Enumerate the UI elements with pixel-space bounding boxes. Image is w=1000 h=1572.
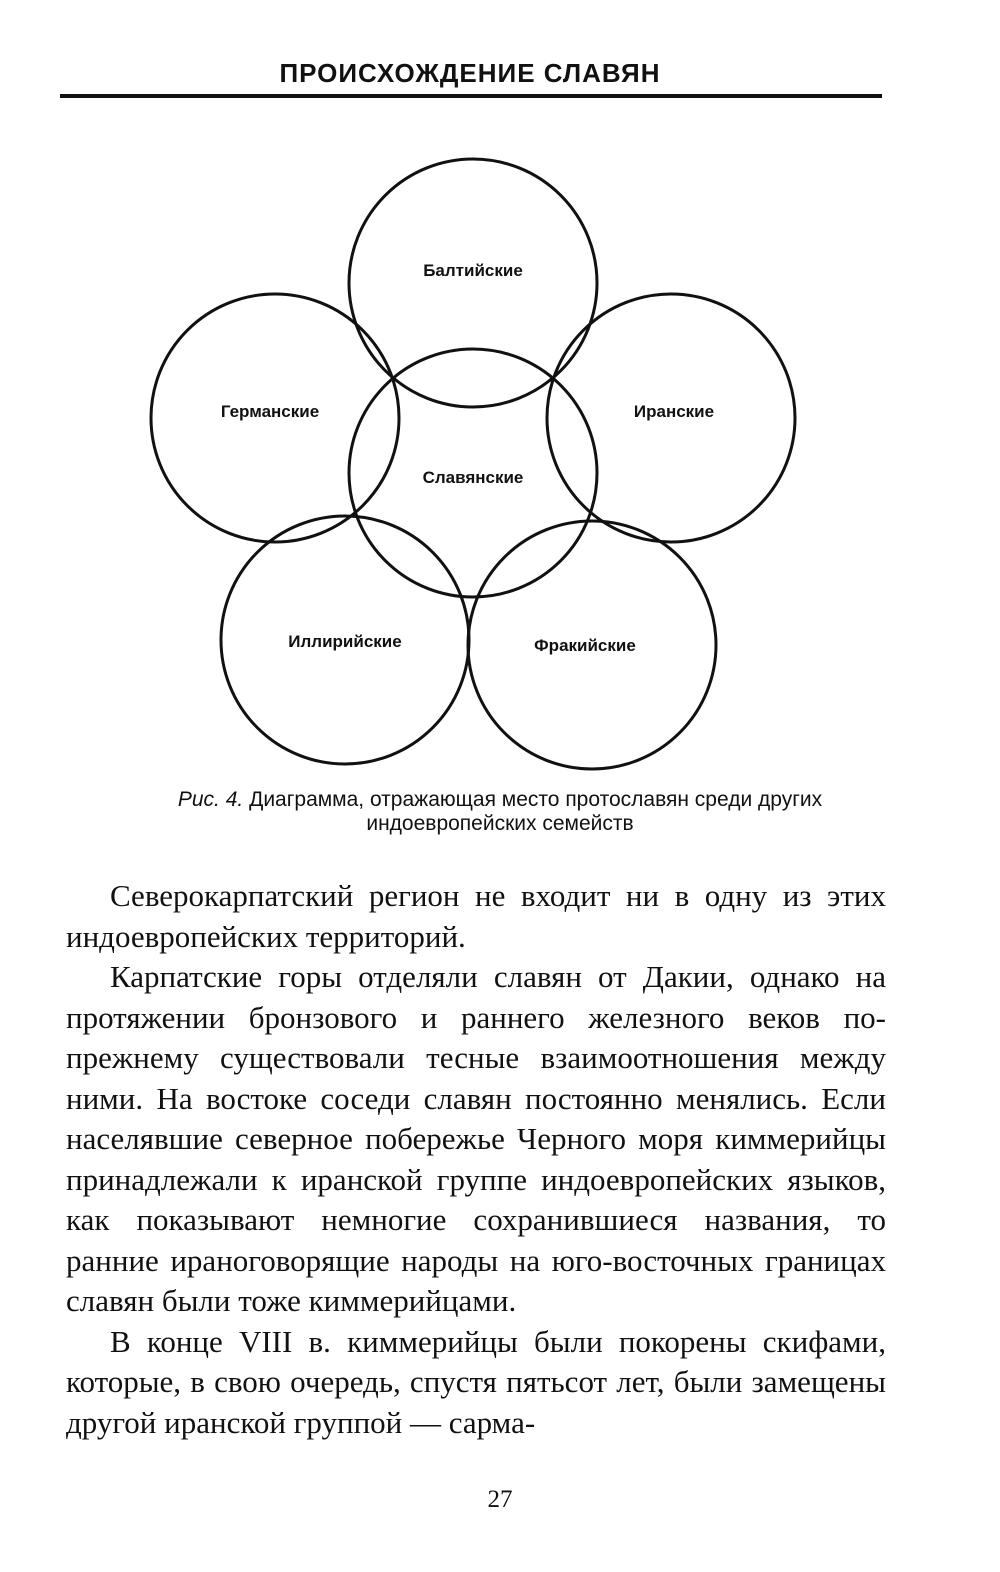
paragraph-1: Северокарпатский регион не входит ни в одну из этих индоевропейских территорий. <box>66 878 886 954</box>
running-title: ПРОИСХОЖДЕНИЕ СЛАВЯН <box>279 58 661 88</box>
label-baltic: Балтийские <box>423 261 523 280</box>
page-number: 27 <box>487 1486 513 1513</box>
label-slavic: Славянские <box>422 468 524 487</box>
paragraph-2: Карпатские горы отделяли славян от Дакии, однако на протяжении бронзового и раннего железного веков по-прежнему существовали тесные взаимоотношения между ними. На востоке соседи славян постоянно менялись. Если населявшие северное побережье Черного моря киммерийцы принадлежали к иранской группе индоевропейских языков, как показывают немногие сохранившиеся названия, то ранние ираноговорящие народы на юго-восточных границах славян были тоже киммерийцами. <box>66 959 886 1318</box>
figure-caption <box>60 788 940 836</box>
figure-label: Рис. 4. <box>177 788 244 811</box>
body-text <box>66 876 886 1443</box>
label-iranian: Иранские <box>633 402 715 421</box>
label-illyrian: Иллирийские <box>288 632 402 651</box>
label-thracian: Фракийские <box>534 636 636 655</box>
caption-line-1 <box>60 788 940 812</box>
paragraph-3: В конце VIII в. киммерийцы были покорены скифами, которые, в свою очередь, спустя пятьсот лет, были замещены другой иранской группой — сарма- <box>66 1323 886 1440</box>
caption-line-2: индоевропейских семейств <box>366 812 634 835</box>
label-germanic: Германские <box>220 402 320 421</box>
languages-diagram <box>0 0 1000 780</box>
circle-baltic <box>349 159 597 407</box>
caption-text-1: Диаграмма, отражающая место протославян среди других <box>249 788 823 811</box>
